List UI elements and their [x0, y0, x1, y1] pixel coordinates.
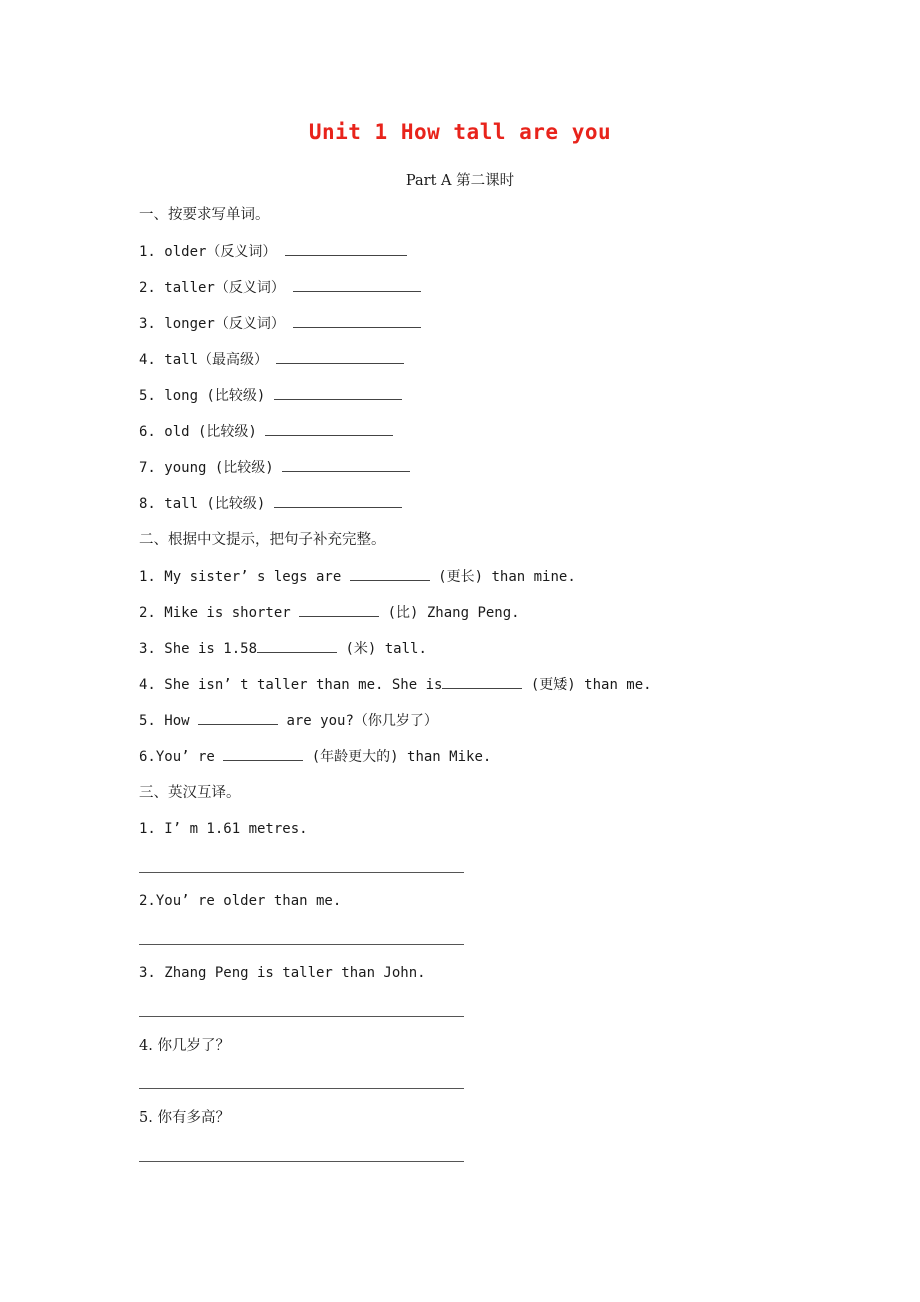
answer-line[interactable] — [139, 872, 464, 873]
answer-blank[interactable] — [350, 566, 430, 581]
section1-item: 7. young (比较级) — [139, 457, 410, 478]
section3-item: 4. 你几岁了？ — [139, 1038, 230, 1054]
section1-item: 8. tall (比较级) — [139, 493, 402, 514]
answer-blank[interactable] — [276, 349, 404, 364]
section3-item: 5. 你有多高？ — [139, 1110, 230, 1126]
answer-line[interactable] — [139, 1088, 464, 1089]
section3-item: 3. Zhang Peng is taller than John. — [139, 965, 426, 981]
section3-heading: 三、英汉互译。 — [139, 785, 241, 801]
section1-item: 5. long (比较级) — [139, 385, 402, 406]
answer-blank[interactable] — [299, 602, 379, 617]
page-title: Unit 1 How tall are you — [308, 120, 612, 144]
section2-item: 1. My sister’ s legs are (更长) than mine. — [139, 566, 576, 587]
section1-item: 2. taller（反义词） — [139, 277, 421, 298]
answer-blank[interactable] — [223, 746, 303, 761]
section2-item: 6.You’ re (年龄更大的) than Mike. — [139, 746, 491, 767]
section1-item: 3. longer（反义词） — [139, 313, 421, 334]
section2-item: 5. How are you?（你几岁了） — [139, 710, 438, 731]
answer-blank[interactable] — [274, 385, 402, 400]
section2-heading: 二、根据中文提示，把句子补充完整。 — [139, 532, 386, 548]
answer-blank[interactable] — [274, 493, 402, 508]
section3-item: 1. I’ m 1.61 metres. — [139, 821, 308, 837]
answer-line[interactable] — [139, 944, 464, 945]
section1-item: 6. old (比较级) — [139, 421, 393, 442]
section1-item: 4. tall（最高级） — [139, 349, 404, 370]
section3-item: 2.You’ re older than me. — [139, 893, 342, 909]
answer-blank[interactable] — [198, 710, 278, 725]
answer-blank[interactable] — [282, 457, 410, 472]
answer-line[interactable] — [139, 1161, 464, 1162]
answer-blank[interactable] — [257, 638, 337, 653]
section2-item: 3. She is 1.58 (米) tall. — [139, 638, 427, 659]
answer-blank[interactable] — [293, 277, 421, 292]
answer-blank[interactable] — [442, 674, 522, 689]
answer-line[interactable] — [139, 1016, 464, 1017]
answer-blank[interactable] — [265, 421, 393, 436]
answer-blank[interactable] — [293, 313, 421, 328]
section2-item: 4. She isn’ t taller than me. She is (更矮) than me. — [139, 674, 652, 695]
section1-heading: 一、按要求写单词。 — [139, 207, 270, 223]
answer-blank[interactable] — [285, 241, 407, 256]
page-subtitle: Part A 第二课时 — [405, 173, 515, 189]
section2-item: 2. Mike is shorter (比) Zhang Peng. — [139, 602, 520, 623]
section1-item: 1. older（反义词） — [139, 241, 407, 262]
